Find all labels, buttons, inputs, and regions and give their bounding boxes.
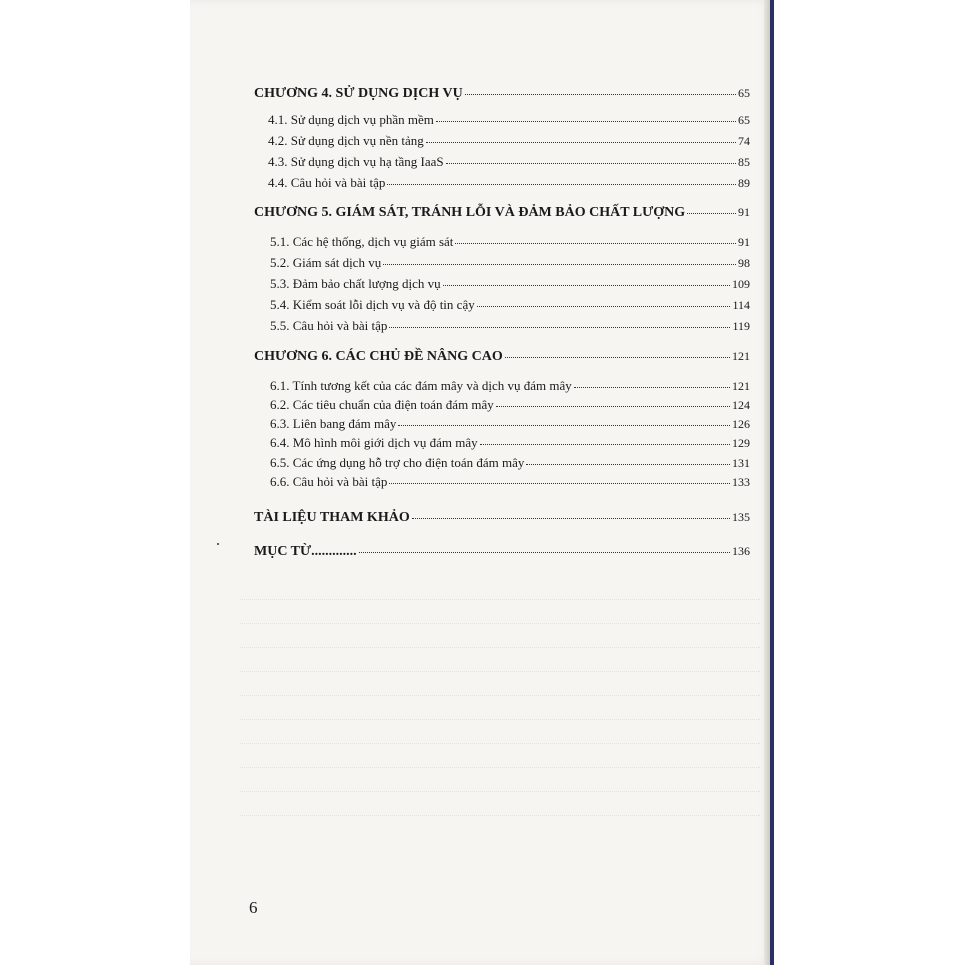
toc-entry-title: CHƯƠNG 4. SỬ DỤNG DỊCH VỤ [254, 86, 463, 101]
toc-leader-dots [426, 142, 736, 143]
toc-leader-dots [477, 306, 731, 307]
toc-leader-dots [412, 518, 730, 519]
toc-entry-page: 114 [732, 298, 750, 312]
toc-entry-title: 5.4. Kiểm soát lỗi dịch vụ và độ tin cậy [270, 297, 475, 312]
toc-entry-page: 89 [738, 176, 750, 190]
toc-section-6-6 [270, 474, 750, 490]
toc-entry-title: 5.1. Các hệ thống, dịch vụ giám sát [270, 234, 454, 249]
toc-leader-dots [687, 213, 736, 214]
toc-entry-title: MỤC TỪ............. [254, 544, 357, 559]
toc-section-4-4 [268, 175, 750, 191]
toc-entry-page: 135 [732, 510, 750, 524]
toc-section-6-5 [270, 455, 750, 471]
toc-entry-title: 4.2. Sử dụng dịch vụ nền tảng [268, 133, 424, 148]
toc-entry-title: 4.3. Sử dụng dịch vụ hạ tầng IaaS [268, 154, 444, 169]
toc-entry-title: CHƯƠNG 6. CÁC CHỦ ĐỀ NÂNG CAO [254, 349, 503, 364]
toc-entry-page: 121 [732, 349, 750, 363]
toc-entry-title: 6.4. Mô hình môi giới dịch vụ đám mây [270, 435, 478, 450]
toc-entry-page: 131 [732, 456, 750, 470]
toc-leader-dots [480, 444, 730, 445]
toc-entry-title: 6.5. Các ứng dụng hỗ trợ cho điện toán đám mây [270, 455, 525, 470]
toc-entry-page: 126 [732, 417, 750, 431]
toc-entry-title: 5.2. Giám sát dịch vụ [270, 255, 382, 270]
toc-section-5-1 [270, 234, 750, 250]
toc-entry-page: 129 [732, 436, 750, 450]
toc-entry-title: 5.3. Đảm bảo chất lượng dịch vụ [270, 276, 441, 291]
toc-entry-page: 85 [738, 155, 750, 169]
toc-section-6-3 [270, 416, 750, 432]
toc-chapter-5 [254, 205, 750, 221]
toc-leader-dots [505, 357, 730, 358]
toc-leader-dots [387, 184, 736, 185]
toc-entry-title: 4.4. Câu hỏi và bài tập [268, 175, 386, 190]
page-number: 6 [249, 898, 258, 917]
toc-entry-page: 98 [738, 256, 750, 270]
toc-section-4-1 [268, 112, 750, 128]
toc-section-5-2 [270, 255, 750, 271]
toc-entry-title: 4.1. Sử dụng dịch vụ phần mềm [268, 112, 434, 127]
toc-entry-page: 119 [732, 319, 750, 333]
toc-leader-dots [443, 285, 730, 286]
toc-entry-title: CHƯƠNG 5. GIÁM SÁT, TRÁNH LỖI VÀ ĐẢM BẢO CHẤT LƯỢNG [254, 205, 686, 220]
toc-entry-page: 121 [732, 379, 750, 393]
toc-entry-title: 5.5. Câu hỏi và bài tập [270, 318, 388, 333]
toc-leader-dots [526, 464, 730, 465]
toc-leader-dots [389, 483, 730, 484]
toc-entry-title: 6.1. Tính tương kết của các đám mây và dịch vụ đám mây [270, 378, 572, 393]
toc-entry-title: 6.6. Câu hỏi và bài tập [270, 474, 388, 489]
toc-section-6-2 [270, 397, 750, 413]
toc-section-4-2 [268, 133, 750, 149]
toc-leader-dots [465, 94, 736, 95]
toc-index [254, 544, 750, 560]
toc-entry-page: 65 [738, 113, 750, 127]
toc-leader-dots [446, 163, 736, 164]
toc-section-5-3 [270, 276, 750, 292]
toc-entry-title: 6.2. Các tiêu chuẩn của điện toán đám mây [270, 397, 494, 412]
toc-section-6-1 [270, 378, 750, 394]
toc-leader-dots [455, 243, 736, 244]
toc-entry-page: 91 [738, 235, 750, 249]
toc-section-4-3 [268, 154, 750, 170]
toc-entry-page: 65 [738, 86, 750, 100]
toc-chapter-6 [254, 349, 750, 365]
toc-leader-dots [383, 264, 736, 265]
toc-chapter-4 [254, 86, 750, 102]
toc-entry-page: 124 [732, 398, 750, 412]
toc-entry-title: 6.3. Liên bang đám mây [270, 416, 397, 431]
toc-leader-dots [436, 121, 736, 122]
toc-leader-dots [398, 425, 730, 426]
toc-entry-page: 91 [738, 205, 750, 219]
toc-references [254, 510, 750, 526]
toc-entry-page: 133 [732, 475, 750, 489]
toc-leader-dots [496, 406, 730, 407]
toc-leader-dots [359, 552, 730, 553]
toc-leader-dots [389, 327, 730, 328]
toc-entry-page: 136 [732, 544, 750, 558]
toc-leader-dots [574, 387, 730, 388]
toc-entry-page: 109 [732, 277, 750, 291]
toc-entry-page: 74 [738, 134, 750, 148]
toc-section-6-4 [270, 435, 750, 451]
toc-section-5-5 [270, 318, 750, 334]
toc-section-5-4 [270, 297, 750, 313]
toc-entry-title: TÀI LIỆU THAM KHẢO [254, 510, 410, 525]
